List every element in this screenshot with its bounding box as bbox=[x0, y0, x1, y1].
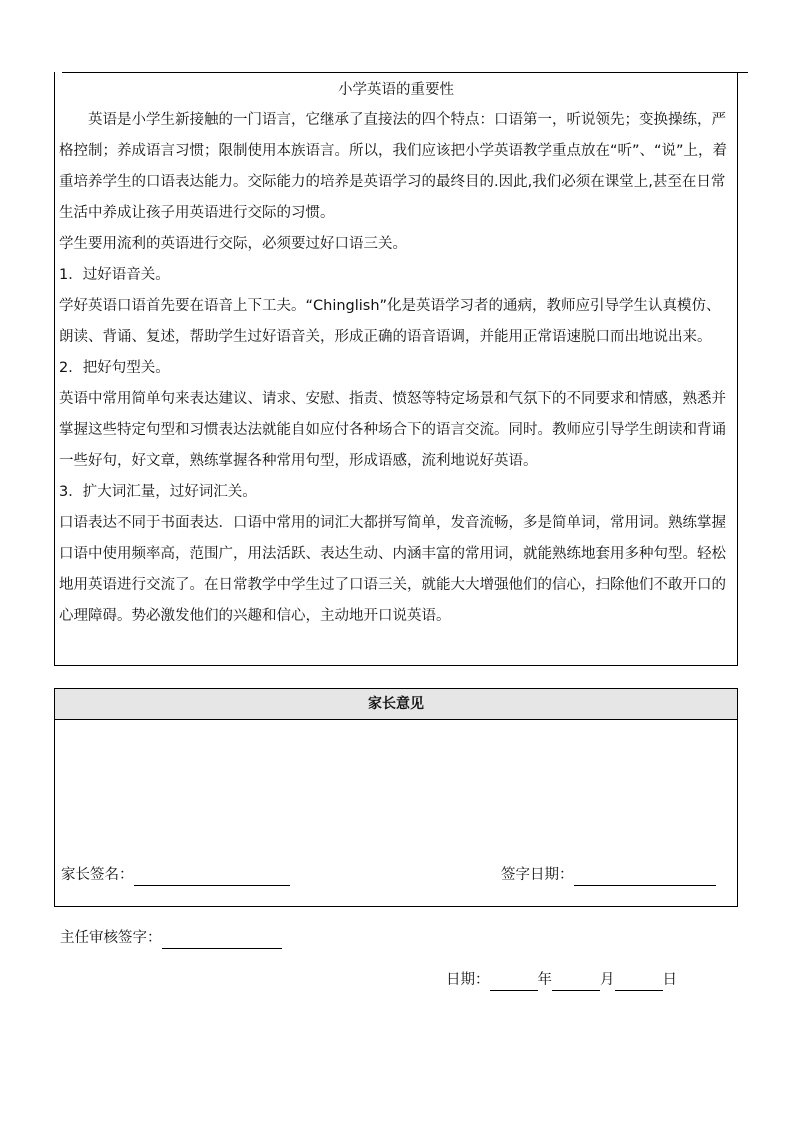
article-paragraph: 学好英语口语首先要在语音上下工夫。“Chinglish”化是英语学习者的通病，教师应引导学生认真模仿、朗读、背诵、复述，帮助学生过好语音关，形成正确的语音语调，并能用正常语速脱口而出地说出来。 bbox=[59, 298, 721, 345]
director-signature-row bbox=[60, 927, 282, 949]
year-label: 年 bbox=[537, 972, 552, 988]
sign-date-row bbox=[501, 864, 716, 886]
article-box bbox=[54, 72, 738, 666]
year-line[interactable] bbox=[490, 973, 538, 991]
director-signature-line[interactable] bbox=[162, 931, 282, 949]
director-signature-label: 主任审核签字： bbox=[60, 930, 162, 946]
article-paragraph: 英语中常用简单句来表达建议、请求、安慰、指责、愤怒等特定场景和气氛下的不同要求和情感，熟悉并掌握这些特定句型和习惯表达法就能自如应付各种场合下的语言交流。同时。教师应引导学生朗读和背诵一些好句，好文章，熟练掌握各种常用句型，形成语感，流利地说好英语。 bbox=[59, 391, 726, 469]
sign-date-line[interactable] bbox=[574, 868, 716, 886]
day-line[interactable] bbox=[615, 973, 663, 991]
article-paragraph-intro: 英语是小学生新接触的一门语言，它继承了直接法的四个特点：口语第一，听说领先；变换操练，严格控制；养成语言习惯；限制使用本族语言。所以，我们应该把小学英语教学重点放在“听”、“说”上，着重培养学生的口语表达能力。交际能力的培养是英语学习的最终目的.因此,我们必须在课堂上,甚至在日常生活中养成让孩子用英语进行交际的习惯。 bbox=[59, 112, 728, 221]
article-paragraph: 学生要用流利的英语进行交际，必须要过好口语三关。 bbox=[59, 236, 407, 252]
article-heading-2: 2．把好句型关。 bbox=[59, 360, 170, 376]
month-label: 月 bbox=[600, 972, 615, 988]
parent-signature-row bbox=[61, 864, 290, 886]
parent-opinion-header: 家长意见 bbox=[55, 689, 737, 720]
day-label: 日 bbox=[662, 972, 677, 988]
article-heading-3: 3．扩大词汇量，过好词汇关。 bbox=[59, 484, 257, 500]
article-body bbox=[55, 105, 737, 632]
article-title: 小学英语的重要性 bbox=[338, 82, 454, 98]
date-label: 日期： bbox=[446, 972, 490, 988]
month-line[interactable] bbox=[552, 973, 600, 991]
sign-date-label: 签字日期： bbox=[501, 867, 574, 883]
article-heading-1: 1．过好语音关。 bbox=[59, 267, 170, 283]
date-row bbox=[446, 969, 677, 991]
parent-opinion-area[interactable] bbox=[55, 720, 737, 860]
article-paragraph: 口语表达不同于书面表达．口语中常用的词汇大都拼写简单，发音流畅，多是简单词，常用词。熟练掌握口语中使用频率高，范围广，用法活跃、表达生动、内涵丰富的常用词，就能熟练地套用多种句型。轻松地用英语进行交流了。在日常教学中学生过了口语三关，就能大大增强他们的信心，扫除他们不敢开口的心理障碍。势必激发他们的兴趣和信心，主动地开口说英语。 bbox=[59, 515, 726, 624]
parent-signature-line[interactable] bbox=[134, 868, 290, 886]
parent-signature-label: 家长签名： bbox=[61, 867, 134, 883]
parent-opinion-box bbox=[54, 688, 738, 907]
